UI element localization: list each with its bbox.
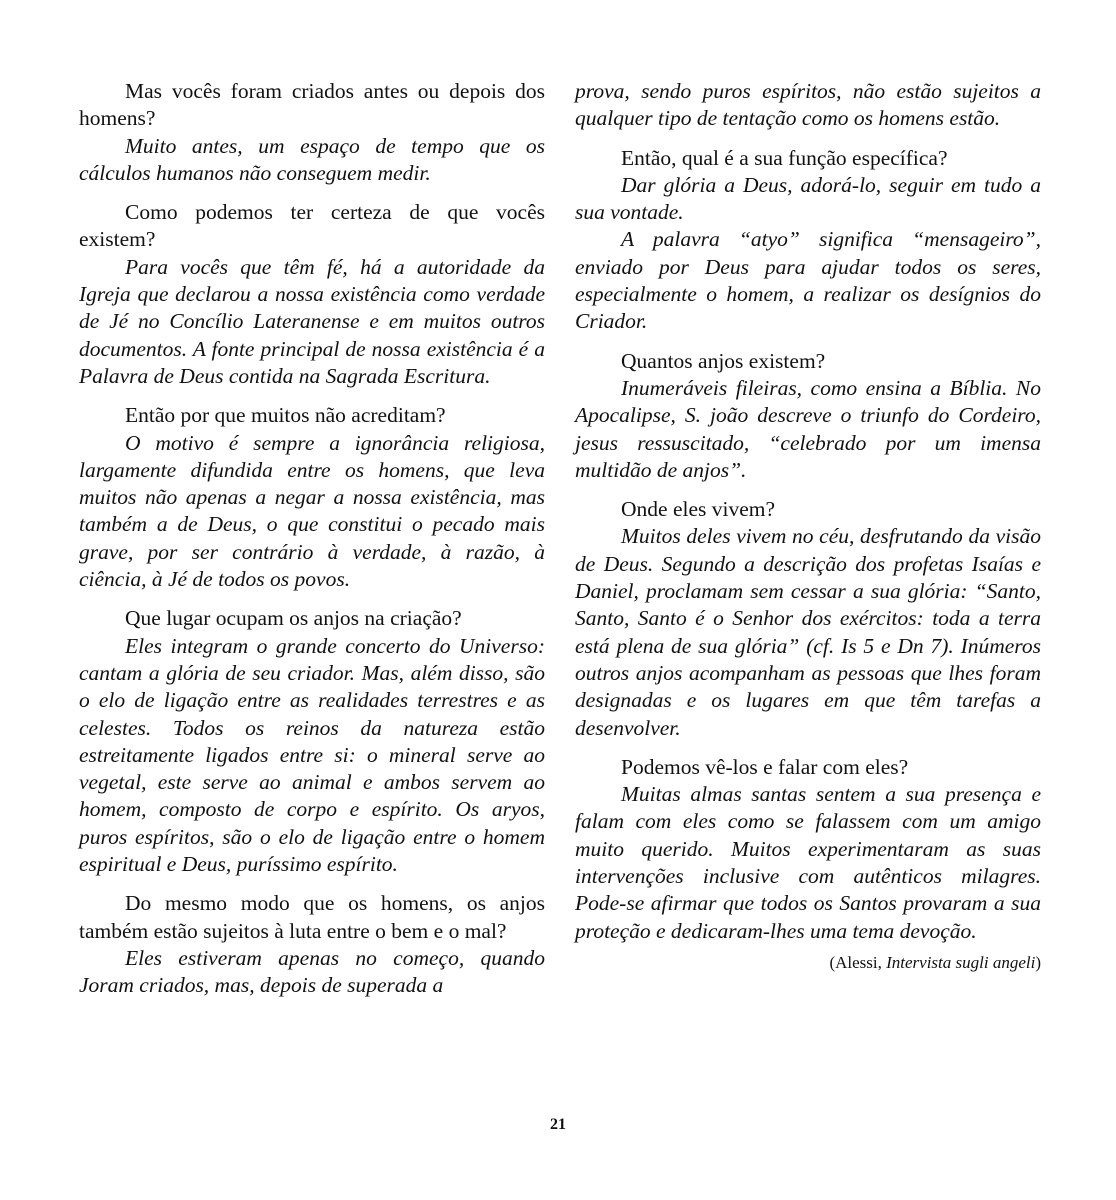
- question-place-in-creation: Que lugar ocupam os anjos na criação?: [125, 606, 462, 631]
- answer-disbelief: O motivo é sempre a ignorância religiosa, largamente difundida entre os homens, que leva muitos não apenas a negar a nossa existência, mas também a de Deus, o que constitui o pecado mais grave, por ser contrário à verdade, à razão, à ciência, à Jé de todos os povos.: [79, 430, 545, 592]
- answer-place-in-creation: Eles integram o grande concerto do Universo: cantam a glória de seu criador. Mas, além disso, são o elo de ligação entre as realidades terrestres e as celestes. Todos os reinos da natureza estão estreitamente ligados entre si: o mineral serve ao vegetal, este serve ao animal e ambos servem ao homem, composto de corpo e espírito. Os aryos, puros espíritos, são o elo de ligação entre o homem espiritual e Deus, puríssimo espírito.: [79, 633, 545, 877]
- question-disbelief: Então por que muitos não acreditam?: [125, 403, 446, 428]
- answer-messenger: A palavra “atyo” significa “mensageiro”, enviado por Deus para ajudar todos os seres, especialmente o homem, a realizar os desígnios do Criador.: [575, 227, 1041, 334]
- answer-see-and-speak: Muitas almas santas sentem a sua presença e falam com eles como se falassem com um amigo muito querido. Muitos experimentaram as suas intervenções inclusive com autênticos milagres. Pode-se afirmar que todos os Santos provaram a sua proteção e dedicaram-lhes uma tema devoção.: [575, 782, 1041, 943]
- source-citation: [575, 949, 1041, 976]
- source-suffix: ): [1035, 952, 1041, 972]
- answer-existence: Para vocês que têm fé, há a autoridade da Igreja que declarou a nossa existência como verdade de Jé no Concílio Lateranense e em muitos outros documentos. A fonte principal de nossa existência é a Palavra de Deus contida na Sagrada Escritura.: [79, 254, 545, 388]
- answer-good-and-evil-continued: prova, sendo puros espíritos, não estão sujeitos a qualquer tipo de tentação como os homens estão.: [575, 79, 1041, 131]
- question-see-and-speak: Podemos vê-los e falar com eles?: [621, 754, 909, 779]
- question-function: Então, qual é a sua função específica?: [621, 145, 948, 170]
- source-title: Intervista sugli angeli: [886, 952, 1036, 972]
- left-column: [79, 78, 545, 1000]
- question-good-and-evil: Do mesmo modo que os homens, os anjos também estão sujeitos à luta entre o bem e o mal?: [79, 891, 545, 943]
- question-existence: Como podemos ter certeza de que vocês existem?: [79, 200, 545, 252]
- answer-creation-time: Muito antes, um espaço de tempo que os cálculos humanos não conseguem medir.: [79, 133, 545, 185]
- question-creation-time: Mas vocês foram criados antes ou depois dos homens?: [79, 79, 545, 131]
- answer-function: Dar glória a Deus, adorá-lo, seguir em tudo a sua vontade.: [575, 172, 1041, 225]
- answer-where-live: Muitos deles vivem no céu, desfrutando da visão de Deus. Segundo a descrição dos profetas Isaías e Daniel, proclamam sem cessar a sua glória: “Santo, Santo, Santo é o Senhor dos exércitos: toda a terra está plena de sua glória” (cf. Is 5 e Dn 7). Inúmeros outros anjos acompanham as pessoas que lhes foram designadas e os lugares em que têm tarefas a desenvolver.: [575, 524, 1041, 740]
- answer-good-and-evil: Eles estiveram apenas no começo, quando Joram criados, mas, depois de superada a: [79, 945, 545, 998]
- right-column: [575, 78, 1041, 993]
- page-number: 21: [550, 1116, 566, 1133]
- question-where-live: Onde eles vivem?: [621, 497, 776, 522]
- source-prefix: (Alessi,: [829, 952, 887, 972]
- answer-how-many: Inumeráveis fileiras, como ensina a Bíblia. No Apocalipse, S. joão descreve o triunfo do Cordeiro, jesus ressuscitado, “celebrado por um imensa multidão de anjos”.: [575, 375, 1041, 482]
- question-how-many: Quantos anjos existem?: [621, 348, 826, 373]
